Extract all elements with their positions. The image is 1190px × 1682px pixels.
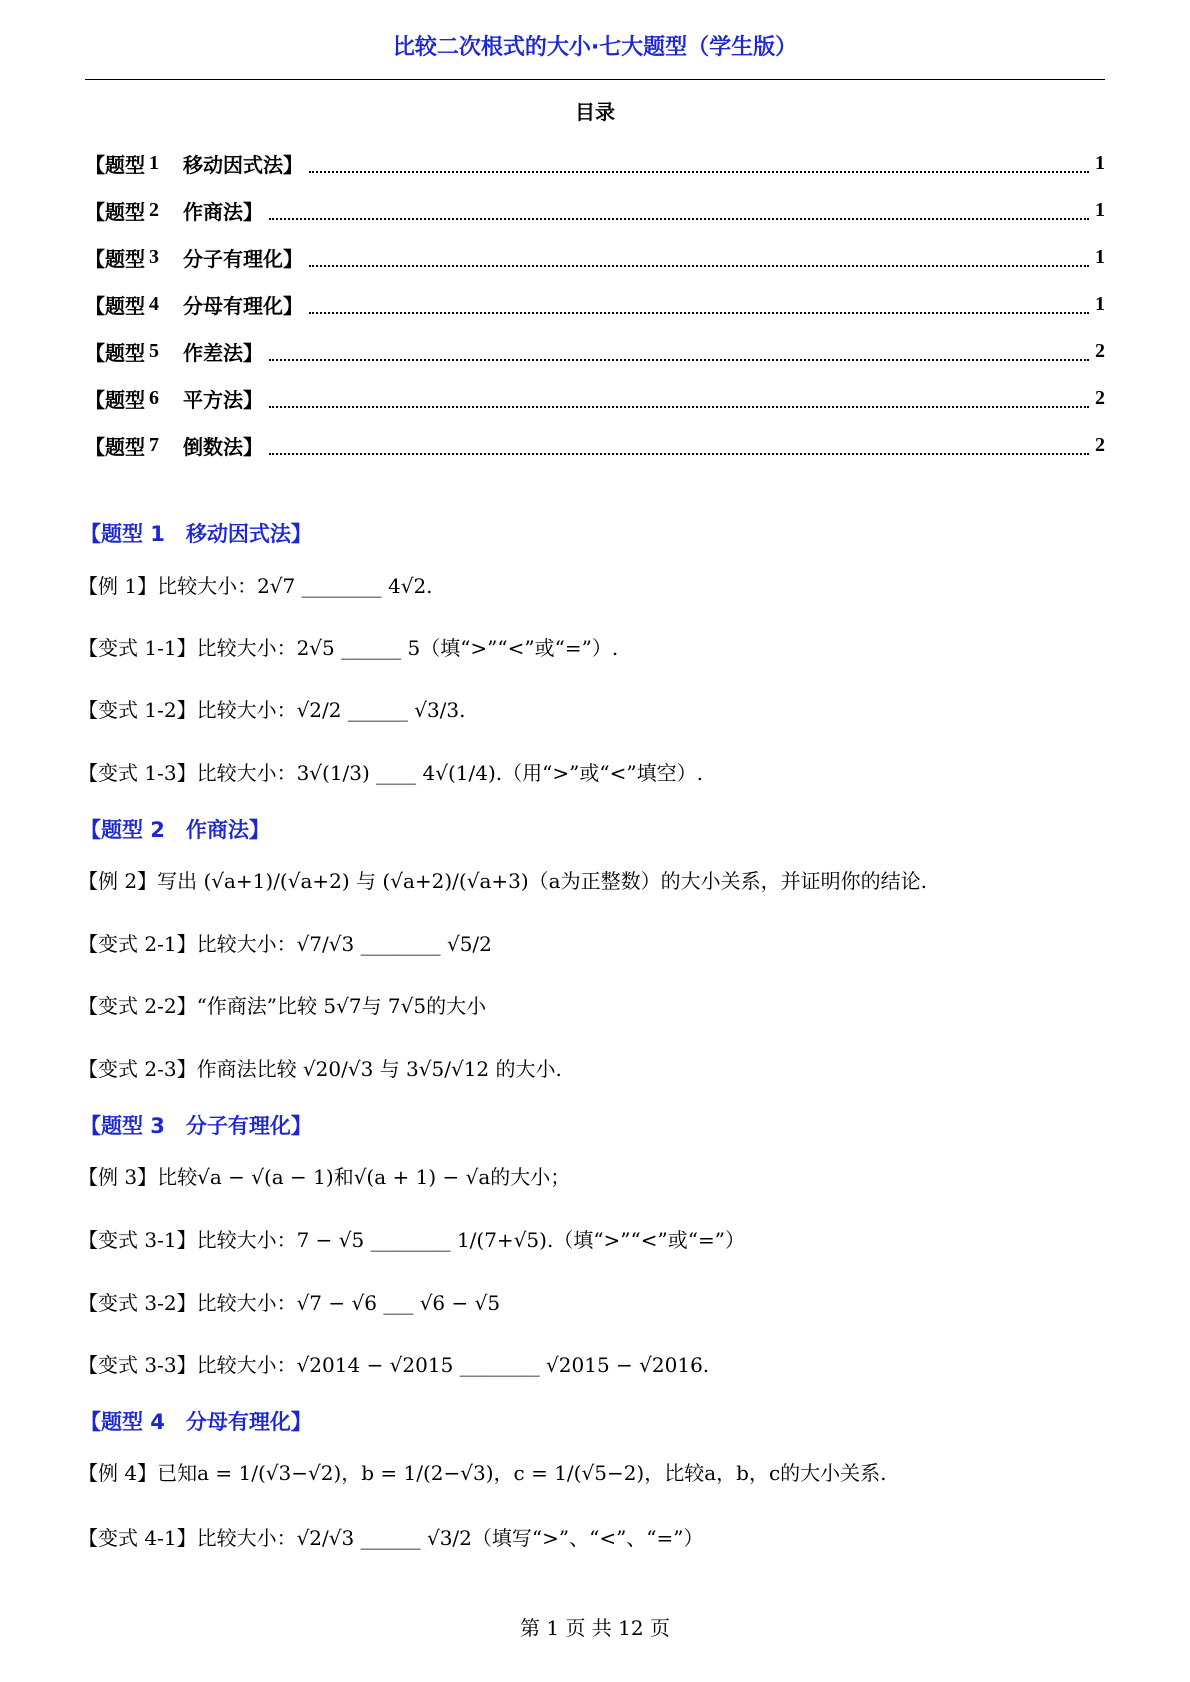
toc-entry-label: 【题型 [85, 294, 145, 318]
table-of-contents [85, 140, 1105, 469]
toc-entry-label: 【题型 [85, 341, 145, 365]
section-heading: 【题型 1 移动因式法】 [80, 522, 312, 546]
toc-entry-page: 2 [1095, 434, 1105, 456]
toc-entry-number: 3 [149, 246, 159, 268]
header-rule [85, 79, 1105, 80]
section-heading: 【题型 2 作商法】 [80, 818, 270, 842]
toc-entry-page: 2 [1095, 387, 1105, 409]
toc-entry[interactable] [85, 281, 1105, 328]
toc-entry-name: 移动因式法】 [183, 153, 303, 177]
toc-entry-page: 1 [1095, 293, 1105, 315]
section-heading: 【题型 3 分子有理化】 [80, 1114, 312, 1138]
toc-entry-name: 平方法】 [183, 388, 263, 412]
toc-entry[interactable] [85, 422, 1105, 469]
toc-entry-number: 5 [149, 340, 159, 362]
toc-dot-leader [309, 296, 1089, 314]
toc-entry-number: 2 [149, 199, 159, 221]
problem: 【例 3】比较√a − √(a − 1)和√(a + 1) − √a的大小； [78, 1165, 571, 1189]
section-heading: 【题型 4 分母有理化】 [80, 1410, 312, 1434]
toc-entry-name: 作差法】 [183, 341, 263, 365]
problem: 【例 2】写出 (√a+1)/(√a+2) 与 (√a+2)/(√a+3)（a为正整数）的大小关系，并证明你的结论. [78, 869, 927, 893]
toc-entry-label: 【题型 [85, 388, 145, 412]
toc-entry[interactable] [85, 375, 1105, 422]
toc-entry-page: 1 [1095, 152, 1105, 174]
problem: 【例 1】比较大小：2√7 ________ 4√2. [78, 574, 433, 598]
page-header-title: 比较二次根式的大小·七大题型（学生版） [392, 35, 798, 60]
problem: 【变式 2-1】比较大小：√7/√3 ________ √5/2 [78, 932, 492, 956]
problem: 【变式 1-3】比较大小：3√(1/3) ____ 4√(1/4).（用“>”或“<”填空）. [78, 761, 703, 785]
problem: 【变式 4-1】比较大小：√2/√3 ______ √3/2（填写“>”、“<”、“=”） [78, 1526, 704, 1550]
toc-entry-page: 1 [1095, 246, 1105, 268]
toc-entry-name: 分子有理化】 [183, 247, 303, 271]
toc-dot-leader [269, 343, 1089, 361]
toc-entry-page: 1 [1095, 199, 1105, 221]
toc-entry-number: 6 [149, 387, 159, 409]
toc-entry-number: 1 [149, 152, 159, 174]
toc-entry-name: 作商法】 [183, 200, 263, 224]
problem: 【变式 3-1】比较大小：7 − √5 ________ 1/(7+√5).（填“>”“<”或“=”） [78, 1228, 745, 1252]
toc-entry-name: 倒数法】 [183, 435, 263, 459]
toc-dot-leader [309, 155, 1089, 173]
problem: 【变式 1-1】比较大小：2√5 ______ 5（填“>”“<”或“=”）. [78, 636, 619, 660]
toc-entry-number: 4 [149, 293, 159, 315]
toc-entry[interactable] [85, 234, 1105, 281]
toc-entry-label: 【题型 [85, 200, 145, 224]
toc-dot-leader [269, 202, 1089, 220]
toc-entry-label: 【题型 [85, 153, 145, 177]
problem: 【变式 2-3】作商法比较 √20/√3 与 3√5/√12 的大小. [78, 1057, 562, 1081]
problem: 【变式 3-2】比较大小：√7 − √6 ___ √6 − √5 [78, 1291, 501, 1315]
page-footer: 第 1 页 共 12 页 [520, 1616, 670, 1640]
toc-entry-label: 【题型 [85, 247, 145, 271]
problem: 【变式 3-3】比较大小：√2014 − √2015 ________ √2015 − √2016. [78, 1353, 710, 1377]
problem: 【例 4】已知a = 1/(√3−√2)，b = 1/(2−√3)，c = 1/(√5−2)，比较a，b，c的大小关系. [78, 1461, 887, 1485]
toc-entry-page: 2 [1095, 340, 1105, 362]
toc-title: 目录 [575, 100, 615, 124]
toc-entry[interactable] [85, 328, 1105, 375]
toc-entry[interactable] [85, 140, 1105, 187]
toc-dot-leader [269, 437, 1089, 455]
toc-entry[interactable] [85, 187, 1105, 234]
problem: 【变式 1-2】比较大小：√2/2 ______ √3/3. [78, 698, 466, 722]
toc-entry-number: 7 [149, 434, 159, 456]
toc-entry-label: 【题型 [85, 435, 145, 459]
toc-dot-leader [309, 249, 1089, 267]
toc-entry-name: 分母有理化】 [183, 294, 303, 318]
toc-dot-leader [269, 390, 1089, 408]
problem: 【变式 2-2】“作商法”比较 5√7与 7√5的大小 [78, 994, 487, 1018]
